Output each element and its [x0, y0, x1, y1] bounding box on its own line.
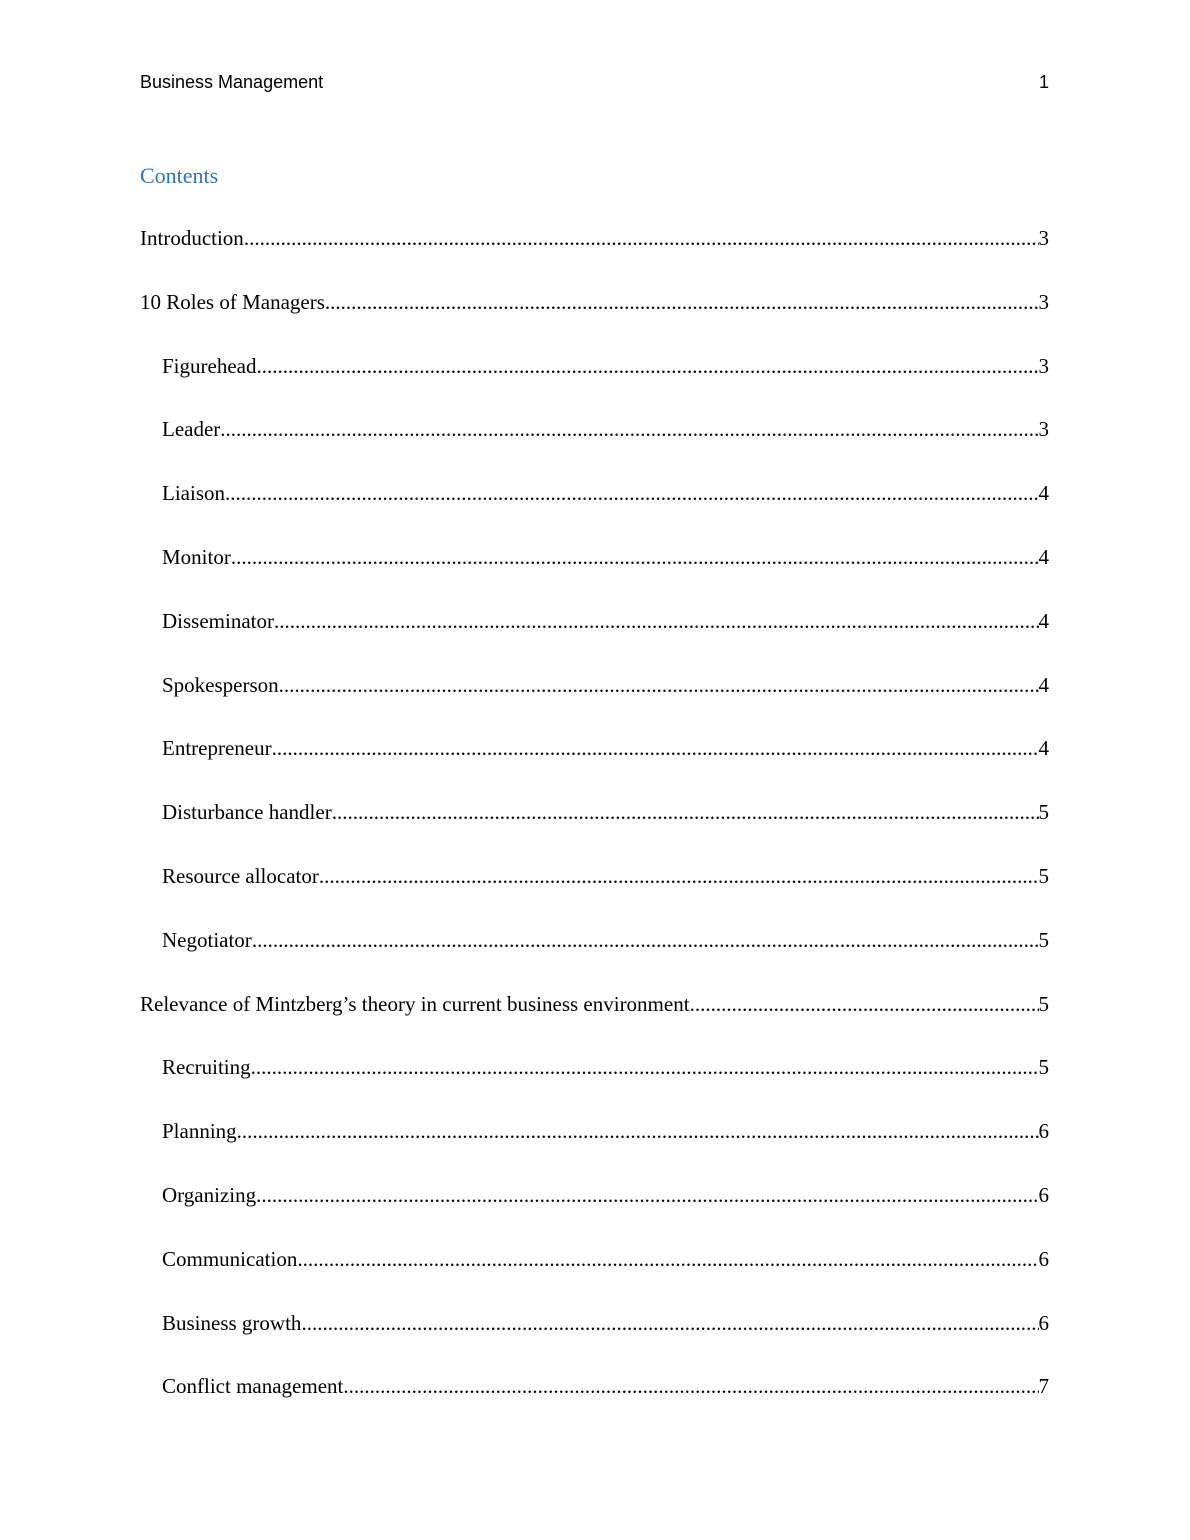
toc-dot-leader — [272, 736, 1039, 761]
toc-entry[interactable] — [140, 864, 1049, 928]
toc-entry-label: Introduction — [140, 226, 244, 250]
toc-entry[interactable] — [140, 1055, 1049, 1119]
toc-dot-leader — [256, 1183, 1038, 1208]
toc-entry-page: 7 — [1038, 1374, 1049, 1399]
toc-dot-leader — [274, 609, 1039, 634]
toc-entry-page: 4 — [1038, 608, 1049, 633]
toc-entry-page: 3 — [1038, 289, 1049, 314]
contents-heading: Contents — [140, 163, 219, 188]
toc-entry-page: 5 — [1038, 991, 1049, 1016]
toc-entry-page: 5 — [1038, 863, 1049, 888]
toc-entry[interactable] — [140, 800, 1049, 864]
toc-dot-leader — [343, 1374, 1038, 1399]
toc-entry-page: 6 — [1038, 1119, 1049, 1144]
toc-entry[interactable] — [140, 545, 1049, 609]
header-page-number: 1 — [1038, 72, 1049, 92]
table-of-contents — [140, 226, 1049, 1438]
toc-dot-leader — [231, 545, 1039, 570]
toc-entry-label: Spokesperson — [162, 672, 279, 697]
toc-dot-leader — [301, 1311, 1038, 1336]
toc-entry[interactable] — [140, 1311, 1049, 1375]
toc-entry-label: Leader — [162, 417, 221, 442]
toc-entry[interactable] — [140, 736, 1049, 800]
toc-entry[interactable] — [140, 673, 1049, 737]
toc-entry[interactable] — [140, 609, 1049, 673]
toc-dot-leader — [279, 673, 1039, 698]
toc-entry-page: 5 — [1038, 1055, 1049, 1080]
toc-dot-leader — [237, 1119, 1039, 1144]
toc-entry-label: Recruiting — [162, 1055, 251, 1080]
toc-entry-label: Liaison — [162, 481, 225, 506]
toc-entry-label: Entrepreneur — [162, 736, 272, 761]
toc-dot-leader — [256, 354, 1038, 379]
toc-entry[interactable] — [140, 354, 1049, 418]
toc-dot-leader — [690, 992, 1039, 1017]
toc-dot-leader — [251, 1055, 1039, 1080]
toc-entry-label: Organizing — [162, 1182, 257, 1207]
toc-entry-label: Planning — [162, 1119, 237, 1144]
toc-entry-page: 4 — [1038, 481, 1049, 506]
toc-entry[interactable] — [140, 417, 1049, 481]
toc-entry[interactable] — [140, 1183, 1049, 1247]
toc-entry-page: 6 — [1038, 1246, 1049, 1271]
toc-dot-leader — [332, 800, 1039, 825]
toc-entry[interactable] — [140, 1119, 1049, 1183]
toc-entry-label: Conflict management — [162, 1374, 344, 1399]
toc-dot-leader — [244, 226, 1039, 251]
toc-entry-page: 4 — [1038, 544, 1049, 569]
toc-dot-leader — [325, 290, 1039, 315]
toc-entry-label: Resource allocator — [162, 863, 319, 888]
toc-entry-label: Disturbance handler — [162, 800, 332, 825]
toc-dot-leader — [225, 481, 1039, 506]
toc-entry[interactable] — [140, 928, 1049, 992]
toc-entry-page: 5 — [1038, 927, 1049, 952]
toc-entry-label: 10 Roles of Managers — [140, 289, 325, 314]
toc-entry-page: 3 — [1038, 353, 1049, 378]
toc-entry[interactable] — [140, 1374, 1049, 1438]
toc-entry-page: 3 — [1038, 226, 1049, 250]
toc-dot-leader — [220, 417, 1038, 442]
toc-dot-leader — [319, 864, 1039, 889]
header-title: Business Management — [140, 72, 324, 92]
toc-entry-page: 3 — [1038, 417, 1049, 442]
toc-entry-label: Monitor — [162, 544, 231, 569]
toc-entry-label: Business growth — [162, 1310, 302, 1335]
toc-entry[interactable] — [140, 481, 1049, 545]
toc-entry[interactable] — [140, 226, 1049, 290]
toc-entry-page: 6 — [1038, 1310, 1049, 1335]
toc-entry[interactable] — [140, 992, 1049, 1056]
toc-entry-page: 4 — [1038, 672, 1049, 697]
toc-entry-page: 6 — [1038, 1182, 1049, 1207]
toc-dot-leader — [297, 1247, 1038, 1272]
toc-entry-label: Negotiator — [162, 927, 252, 952]
toc-entry[interactable] — [140, 290, 1049, 354]
toc-entry-label: Communication — [162, 1246, 298, 1271]
toc-dot-leader — [252, 928, 1039, 953]
toc-entry-page: 5 — [1038, 800, 1049, 825]
toc-entry-page: 4 — [1038, 736, 1049, 761]
toc-entry-label: Disseminator — [162, 608, 274, 633]
toc-entry[interactable] — [140, 1247, 1049, 1311]
page-header — [140, 70, 1050, 96]
toc-entry-label: Figurehead — [162, 353, 257, 378]
toc-entry-label: Relevance of Mintzberg’s theory in current business environment — [140, 991, 690, 1016]
